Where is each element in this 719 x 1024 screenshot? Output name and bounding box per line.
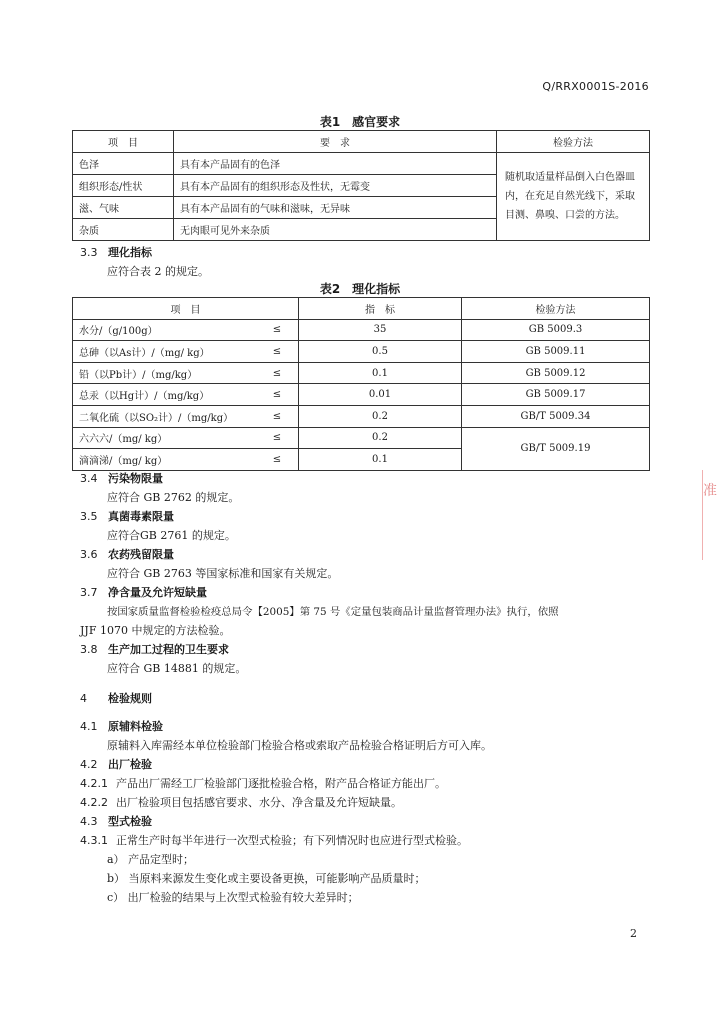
table-cell: 无肉眼可见外来杂质 (174, 219, 497, 241)
section-3-4: 3.4 污染物限量 (80, 472, 163, 485)
table-cell: 具有本产品固有的色泽 (174, 153, 497, 175)
table-header-cell: 要 求 (174, 131, 497, 153)
section-3-7-text-line1: 按国家质量监督检验检疫总局令【2005】第 75 号《定量包装商品计量监督管理办法》执行，依照 (107, 606, 559, 618)
section-3-5-text: 应符合GB 2761 的规定。 (107, 529, 236, 542)
table-row (73, 341, 650, 363)
table-cell: ≤ (256, 449, 299, 471)
table-cell: GB 5009.12 (462, 362, 650, 384)
table-cell: 总砷（以As计）/（mg/ kg） (73, 341, 257, 363)
list-item: c） 出厂检验的结果与上次型式检验有较大差异时； (107, 891, 359, 904)
table-cell: GB/T 5009.34 (462, 405, 650, 427)
table-cell: 杂质 (73, 219, 174, 241)
table-cell: 0.2 (299, 405, 462, 427)
section-3-3-text: 应符合表 2 的规定。 (107, 265, 209, 278)
table-header-row (73, 298, 650, 320)
section-4-3: 4.3 型式检验 (80, 815, 152, 828)
section-4-1: 4.1 原辅料检验 (80, 720, 163, 733)
sensory-requirements-table (72, 130, 650, 241)
table-cell: 0.5 (299, 341, 462, 363)
table-cell: GB 5009.3 (462, 319, 650, 341)
table-row (73, 362, 650, 384)
table2-caption: 表2 理化指标 (319, 282, 401, 296)
section-3-5: 3.5 真菌毒素限量 (80, 510, 174, 523)
physicochemical-table (72, 297, 650, 471)
section-3-7-text-line2: JJF 1070 中规定的方法检验。 (80, 624, 231, 637)
table-cell: 铅（以Pb计）/（mg/kg） (73, 362, 257, 384)
seal-stamp-fragment: 准 (702, 470, 719, 560)
table-cell: 六六六/（mg/ kg） (73, 427, 257, 449)
section-4-1-text: 原辅料入库需经本单位检验部门检验合格或索取产品检验合格证明后方可入库。 (107, 739, 492, 752)
table-cell: 总汞（以Hg计）/（mg/kg） (73, 384, 257, 406)
section-3-6-text: 应符合 GB 2763 等国家标准和国家有关规定。 (107, 567, 339, 580)
table-cell: GB 5009.17 (462, 384, 650, 406)
table-row (73, 427, 650, 449)
table-cell: 二氧化硫（以SO₂计）/（mg/kg） (73, 405, 257, 427)
section-3-4-text: 应符合 GB 2762 的规定。 (107, 491, 240, 504)
table-cell: 35 (299, 319, 462, 341)
table1-caption: 表1 感官要求 (319, 115, 401, 129)
table-row (73, 384, 650, 406)
page-number: 2 (630, 927, 637, 940)
table-cell: 滋、气味 (73, 197, 174, 219)
section-3-6: 3.6 农药残留限量 (80, 548, 174, 561)
list-item: a） 产品定型时； (107, 853, 195, 866)
table-cell: GB/T 5009.19 (462, 427, 650, 470)
table-cell: 滴滴涕/（mg/ kg） (73, 449, 257, 471)
section-4-2-2: 4.2.2 出厂检验项目包括感官要求、水分、净含量及允许短缺量。 (80, 796, 402, 809)
section-4-2: 4.2 出厂检验 (80, 758, 152, 771)
list-item: b） 当原料来源发生变化或主要设备更换，可能影响产品质量时； (107, 872, 426, 885)
document-number: Q/RRX0001S-2016 (542, 80, 649, 93)
section-3-3: 3.3 理化指标 (80, 246, 152, 259)
table-header-cell: 项 目 (73, 298, 299, 320)
table-cell: 具有本产品固有的气味和滋味，无异味 (174, 197, 497, 219)
section-4-2-1: 4.2.1 产品出厂需经工厂检验部门逐批检验合格，附产品合格证方能出厂。 (80, 777, 446, 790)
table-row (73, 405, 650, 427)
section-4-3-1: 4.3.1 正常生产时每半年进行一次型式检验；有下列情况时也应进行型式检验。 (80, 834, 468, 847)
section-3-8-text: 应符合 GB 14881 的规定。 (107, 662, 247, 675)
table-cell: 组织形态/性状 (73, 175, 174, 197)
section-3-8: 3.8 生产加工过程的卫生要求 (80, 643, 229, 656)
table-header-row (73, 131, 650, 153)
table-cell: ≤ (256, 362, 299, 384)
table-cell: 0.1 (299, 449, 462, 471)
table-cell: 0.1 (299, 362, 462, 384)
table-cell: 水分/（g/100g） (73, 319, 257, 341)
table-row (73, 153, 650, 175)
table-cell: 0.01 (299, 384, 462, 406)
table-cell: ≤ (256, 405, 299, 427)
table-cell: ≤ (256, 341, 299, 363)
section-3-7: 3.7 净含量及允许短缺量 (80, 586, 207, 599)
sensory-method-cell: 随机取适量样品倒入白色器皿内，在充足自然光线下，采取目测、鼻嗅、口尝的方法。 (497, 153, 650, 241)
table-cell: GB 5009.11 (462, 341, 650, 363)
section-4: 4 检验规则 (80, 692, 152, 705)
table-cell: 0.2 (299, 427, 462, 449)
table-cell: ≤ (256, 384, 299, 406)
table-row (73, 319, 650, 341)
table-cell: ≤ (256, 427, 299, 449)
table-cell: 色泽 (73, 153, 174, 175)
table-cell: 具有本产品固有的组织形态及性状，无霉变 (174, 175, 497, 197)
table-header-cell: 检验方法 (462, 298, 650, 320)
table-header-cell: 项 目 (73, 131, 174, 153)
table-header-cell: 检验方法 (497, 131, 650, 153)
table-header-cell: 指 标 (299, 298, 462, 320)
table-cell: ≤ (256, 319, 299, 341)
